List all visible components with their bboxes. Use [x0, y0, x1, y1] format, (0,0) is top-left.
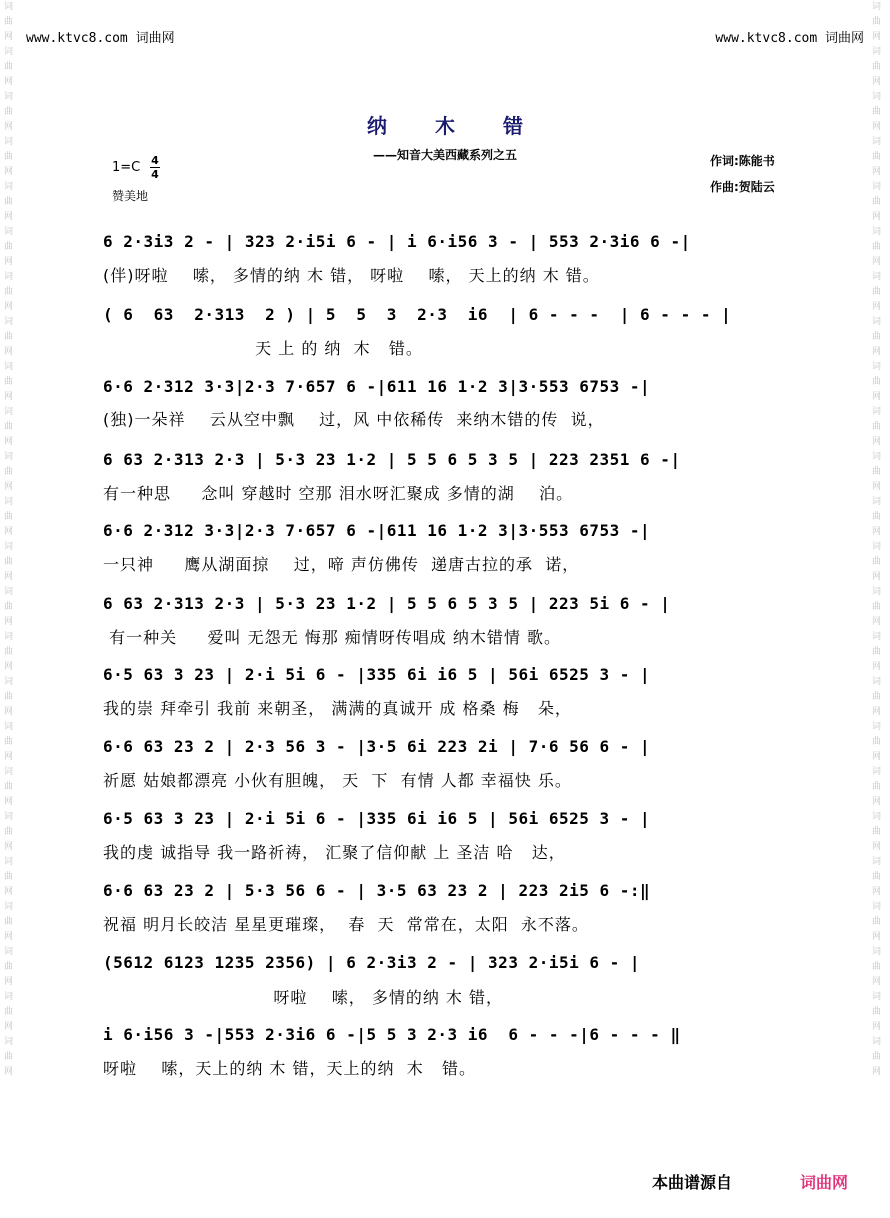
lyric-line: (独)一朵祥 云从空中飘 过，风 中依稀传 来纳木错的传 说，: [103, 410, 605, 429]
notation-line: ( 6 63 2·313 2 ) | 5 5 3 2·3 i6 | 6 - - - | 6 - - - |: [103, 305, 732, 324]
time-signature-bottom: 4: [151, 168, 159, 181]
site-header-right[interactable]: www.ktvc8.com 词曲网: [715, 31, 864, 46]
lyric-line: 有一种关 爱叫 无怨无 悔那 痴情呀传唱成 纳木错情 歌。: [103, 628, 561, 647]
lyric-line: 一只神 鹰从湖面掠 过，啼 声仿佛传 递唐古拉的承 诺，: [103, 555, 580, 574]
lyric-line: 呀啦 嗦，天上的纳 木 错，天上的纳 木 错。: [103, 1059, 476, 1078]
notation-line: 6 63 2·313 2·3 | 5·3 23 1·2 | 5 5 6 5 3 5 | 223 2351 6 -|: [103, 450, 681, 469]
notation-line: i 6·i56 3 -|553 2·3i6 6 -|5 5 3 2·3 i6 6 - - -|6 - - - ‖: [103, 1025, 681, 1044]
tempo-marking: 赞美地: [112, 189, 149, 203]
notation-line: 6·6 2·312 3·3|2·3 7·657 6 -|611 16 1·2 3|3·553 6753 -|: [103, 521, 651, 540]
lyricist-credit: 作词:陈能书: [710, 154, 775, 168]
song-title: 纳木错: [367, 114, 571, 138]
lyric-line: 呀啦 嗦， 多情的纳 木 错，: [103, 988, 504, 1007]
lyric-line: 有一种思 念叫 穿越时 空那 泪水呀汇聚成 多情的湖 泊。: [103, 484, 574, 503]
notation-line: (5612 6123 1235 2356) | 6 2·3i3 2 - | 323 2·i5i 6 - |: [103, 953, 641, 972]
lyric-line: 祈愿 姑娘都漂亮 小伙有胆魄， 天 下 有情 人都 幸福快 乐。: [103, 771, 572, 790]
time-signature-top: 4: [151, 154, 159, 167]
lyric-line: 我的崇 拜牵引 我前 来朝圣， 满满的真诚开 成 格桑 梅 朵，: [103, 699, 572, 718]
notation-line: 6·6 2·312 3·3|2·3 7·657 6 -|611 16 1·2 3|3·553 6753 -|: [103, 377, 651, 396]
time-signature: [150, 155, 160, 180]
notation-line: 6·5 63 3 23 | 2·i 5i 6 - |335 6i i6 5 | 56i 6525 3 - |: [103, 665, 651, 684]
notation-line: 6·6 63 23 2 | 5·3 56 6 - | 3·5 63 23 2 | 223 2i5 6 -:‖: [103, 881, 651, 900]
side-watermark-left: 词曲网词曲网词曲网词曲网词曲网词曲网词曲网词曲网词曲网词曲网词曲网词曲网词曲网词曲网词曲网词曲网词曲网词曲网词曲网词曲网词曲网词曲网词曲网词曲网: [4, 2, 14, 1077]
side-watermark-right: 词曲网词曲网词曲网词曲网词曲网词曲网词曲网词曲网词曲网词曲网词曲网词曲网词曲网词曲网词曲网词曲网词曲网词曲网词曲网词曲网词曲网词曲网词曲网词曲网: [872, 2, 882, 1077]
notation-line: 6·5 63 3 23 | 2·i 5i 6 - |335 6i i6 5 | 56i 6525 3 - |: [103, 809, 651, 828]
site-header-left[interactable]: www.ktvc8.com 词曲网: [26, 31, 175, 46]
lyric-line: 我的虔 诚指导 我一路祈祷， 汇聚了信仰献 上 圣洁 哈 达，: [103, 843, 566, 862]
source-label: 本曲谱源自: [652, 1173, 733, 1192]
notation-line: 6 63 2·313 2·3 | 5·3 23 1·2 | 5 5 6 5 3 5 | 223 5i 6 - |: [103, 594, 671, 613]
composer-credit: 作曲:贺陆云: [710, 180, 775, 194]
key-signature: 1=C: [112, 160, 141, 175]
lyric-line: (伴)呀啦 嗦， 多情的纳 木 错， 呀啦 嗦， 天上的纳 木 错。: [103, 266, 600, 285]
lyric-line: 祝福 明月长皎洁 星星更璀璨， 春 天 常常在，太阳 永不落。: [103, 915, 589, 934]
notation-line: 6·6 63 23 2 | 2·3 56 3 - |3·5 6i 223 2i | 7·6 56 6 - |: [103, 737, 651, 756]
song-subtitle: ——知音大美西藏系列之五: [372, 148, 517, 162]
notation-line: 6 2·3i3 2 - | 323 2·i5i 6 - | i 6·i56 3 - | 553 2·3i6 6 -|: [103, 232, 691, 251]
source-site-link[interactable]: 词曲网: [800, 1173, 849, 1192]
lyric-line: 天 上 的 纳 木 错。: [103, 339, 423, 358]
